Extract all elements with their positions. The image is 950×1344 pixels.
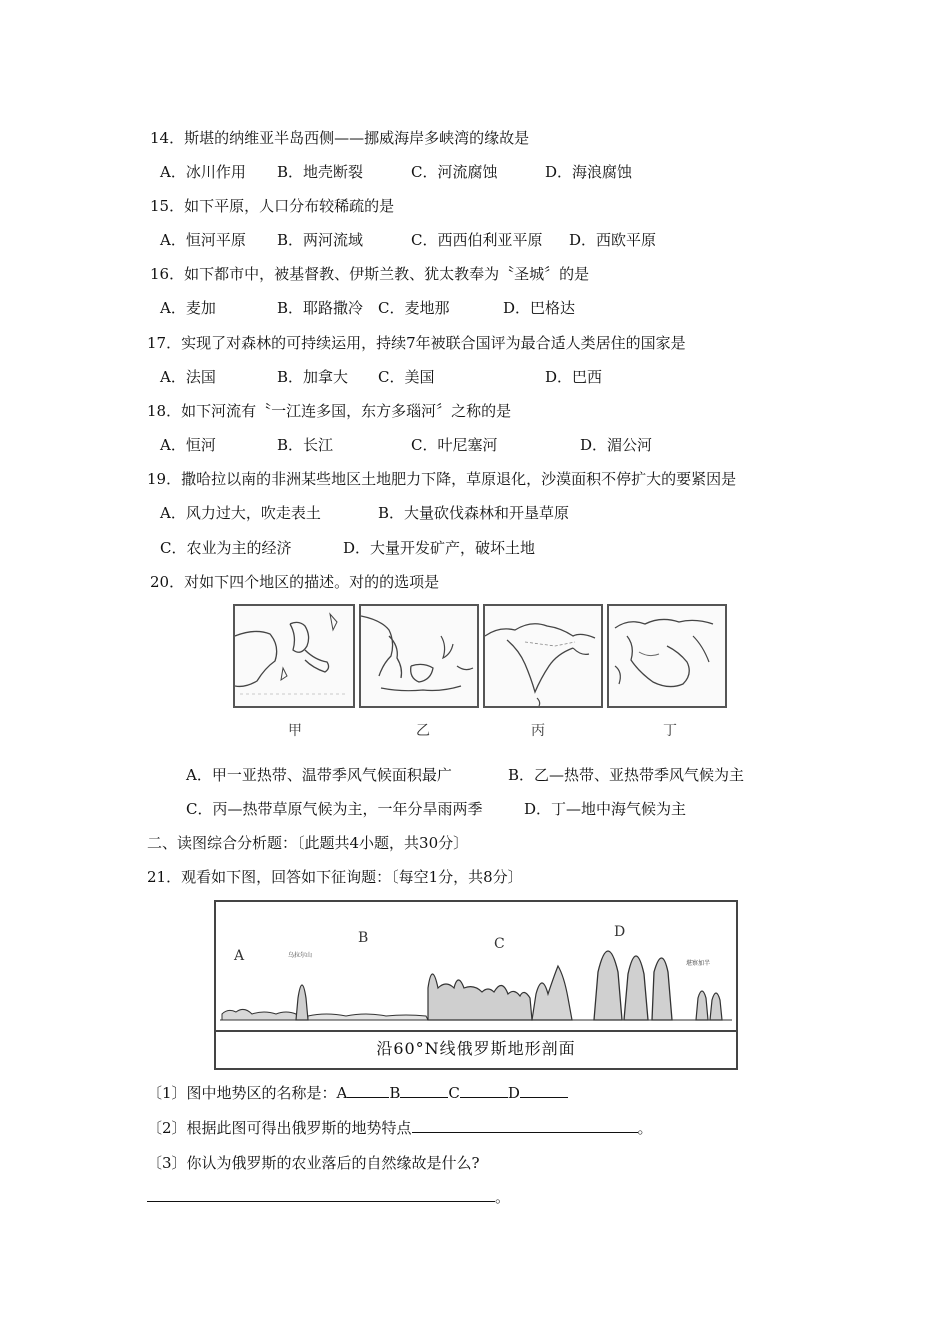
blank-a[interactable] [347,1083,389,1098]
question-17-stem: 17．实现了对森林的可持续运用，持续7年被联合国评为最合适人类居住的国家是 [147,334,686,352]
map-label-jia: 甲 [288,723,302,739]
profile-label-d: D [614,924,626,940]
q15-option-d: D．西欧平原 [569,231,657,249]
map-ding-outline [609,606,725,706]
blank-terrain-feature[interactable] [412,1118,638,1133]
q21-sub2-end: 。 [637,1119,653,1137]
q16-option-b: B．耶路撒冷 [277,299,364,317]
q17-option-c: C．美国 [378,368,435,386]
profile-label-a: A [234,948,245,964]
map-jia [233,604,355,708]
q20-option-b: B．乙—热带、亚热带季风气候为主 [508,766,745,784]
q14-option-d: D．海浪腐蚀 [545,163,633,181]
q21-sub1-d: D [507,1084,520,1102]
map-yi-outline [361,606,477,706]
q18-option-b: B．长江 [277,436,334,454]
profile-small-label-kamchatka: 堪察加半 [686,960,711,967]
terrain-profile-graphic [216,902,736,1032]
q19-option-a: A．风力过大，吹走表土 [160,504,321,522]
blank-c[interactable] [460,1083,508,1098]
q14-option-a: A．冰川作用 [160,163,246,181]
profile-caption: 沿60°N线俄罗斯地形剖面 [216,1030,736,1068]
question-15-stem: 15．如下平原，人口分布较稀疏的是 [150,197,395,215]
q20-option-d: D．丁—地中海气候为主 [524,800,687,818]
q15-option-b: B．两河流域 [277,231,364,249]
q14-option-b: B．地壳断裂 [277,163,364,181]
q17-option-a: A．法国 [160,368,216,386]
question-16-stem: 16．如下都市中，被基督教、伊斯兰教、犹太教奉为〝圣城〞的是 [150,265,590,283]
russia-terrain-profile-figure [214,900,738,1070]
question-14-stem: 14．斯堪的纳维亚半岛西侧——挪威海岸多峡湾的缘故是 [150,129,530,147]
section-2-heading: 二、读图综合分析题：〔此题共4小题，共30分〕 [147,834,469,852]
q15-option-a: A．恒河平原 [160,231,246,249]
question-21-stem: 21．观看如下图，回答如下征询题：〔每空1分，共8分〕 [147,868,523,886]
q17-option-d: D．巴西 [545,368,603,386]
map-bing [483,604,603,708]
q21-sub2 [147,1118,653,1138]
map-label-bing: 丙 [531,723,545,739]
question-20-stem: 20．对如下四个地区的描述。对的的选项是 [150,573,440,591]
q20-option-a: A．甲一亚热带、温带季风气候面积最广 [186,766,452,784]
profile-small-label-ural: 乌拉尔山 [288,952,313,959]
blank-agriculture-reason[interactable] [147,1187,495,1202]
map-bing-outline [485,606,601,706]
q19-option-d: D．大量开发矿产，破坏土地 [343,539,536,557]
q14-option-c: C．河流腐蚀 [411,163,498,181]
map-yi [359,604,479,708]
region-maps-figure [233,602,727,742]
q16-option-d: D．巴格达 [503,299,576,317]
map-jia-outline [235,606,353,706]
profile-label-b: B [358,930,369,946]
map-ding [607,604,727,708]
q21-sub3-answer-line [147,1187,510,1207]
q21-sub1-c: C [448,1084,460,1102]
map-label-ding: 丁 [663,723,677,739]
question-18-stem: 18．如下河流有〝一江连多国，东方多瑙河〞之称的是 [147,402,512,420]
q21-sub1-text: 〔1〕图中地势区的名称是：A [147,1084,348,1102]
q16-option-c: C．麦地那 [378,299,450,317]
q21-sub3: 〔3〕你认为俄罗斯的农业落后的自然缘故是什么? [147,1154,480,1172]
q19-option-b: B．大量砍伐森林和开垦草原 [378,504,570,522]
blank-d[interactable] [520,1083,568,1098]
q21-sub1-b: B [389,1084,401,1102]
q20-option-c: C．丙—热带草原气候为主，一年分旱雨两季 [186,800,483,818]
q21-sub2-text: 〔2〕根据此图可得出俄罗斯的地势特点 [147,1119,412,1137]
map-label-yi: 乙 [416,723,430,739]
q15-option-c: C．西西伯利亚平原 [411,231,543,249]
blank-b[interactable] [400,1083,448,1098]
q19-option-c: C．农业为主的经济 [160,539,292,557]
profile-label-c: C [494,936,505,952]
q21-sub1 [147,1083,568,1103]
question-19-stem: 19．撒哈拉以南的非洲某些地区土地肥力下降，草原退化，沙漠面积不停扩大的要紧因是 [147,470,737,488]
q16-option-a: A．麦加 [160,299,216,317]
q18-option-d: D．湄公河 [580,436,653,454]
q17-option-b: B．加拿大 [277,368,349,386]
q21-sub3-end: 。 [495,1188,511,1206]
q18-option-a: A．恒河 [160,436,216,454]
q18-option-c: C．叶尼塞河 [411,436,498,454]
